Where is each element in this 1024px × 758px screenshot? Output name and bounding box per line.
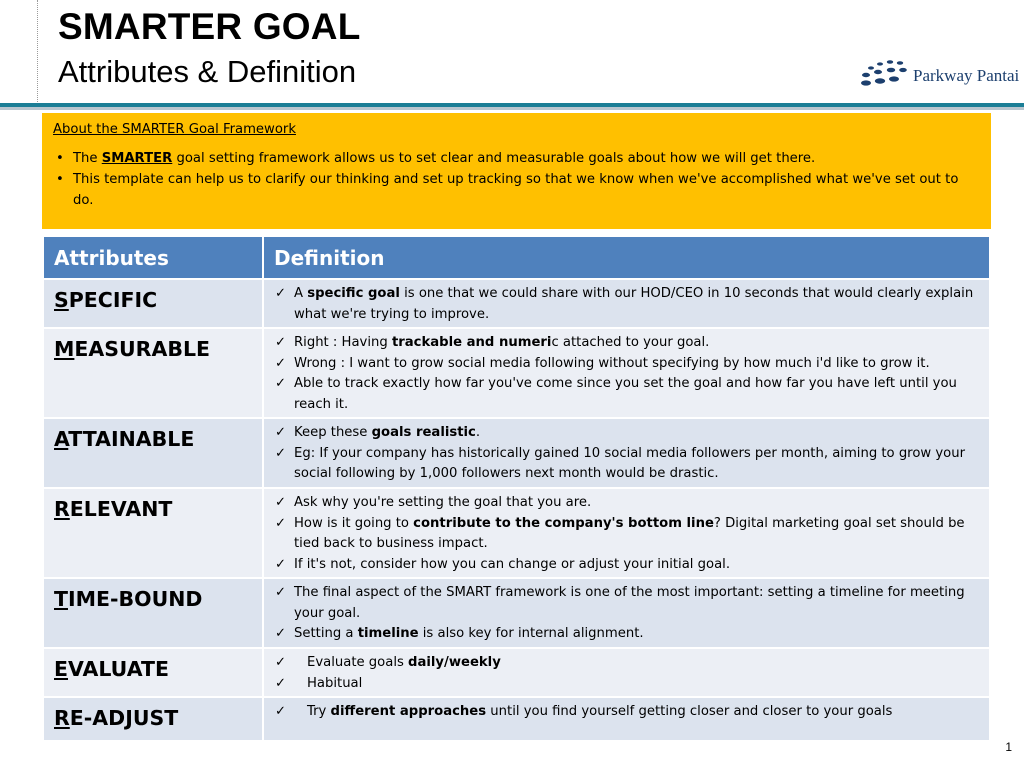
page-subtitle: Attributes & Definition bbox=[58, 54, 357, 89]
definition-item: ✓ The final aspect of the SMART framework is one of the most important: setting a timeline for meeting your goal. bbox=[294, 583, 981, 624]
about-heading: About the SMARTER Goal Framework bbox=[53, 122, 296, 137]
definition-item: ✓ Habitual bbox=[307, 674, 981, 695]
table-row-measurable bbox=[43, 328, 990, 418]
attribute-initial: M bbox=[54, 337, 75, 361]
attribute-initial: S bbox=[54, 288, 69, 312]
attribute-rest: E-ADJUST bbox=[69, 706, 179, 730]
definition-cell bbox=[263, 418, 990, 488]
about-text: This template can help us to clarify our thinking and set up tracking so that we know when we've accomplished what we've set out to do. bbox=[73, 172, 959, 208]
attribute-initial: R bbox=[54, 706, 70, 730]
attribute-rest: IME-BOUND bbox=[67, 587, 203, 611]
attribute-cell bbox=[43, 648, 263, 697]
definition-item: ✓ Eg: If your company has historically gained 10 social media followers per month, aiming to grow your social following by 1,000 followers next month would be drastic. bbox=[294, 444, 981, 485]
attribute-initial: A bbox=[54, 427, 69, 451]
smarter-table bbox=[42, 235, 991, 742]
attribute-cell bbox=[43, 328, 263, 418]
table-row-time-bound bbox=[43, 578, 990, 648]
table-row-attainable bbox=[43, 418, 990, 488]
header-attributes: Attributes bbox=[43, 236, 263, 279]
attribute-cell bbox=[43, 578, 263, 648]
definition-item: ✓ How is it going to contribute to the company's bottom line? Digital marketing goal set should be tied back to business impact. bbox=[294, 514, 981, 555]
about-list bbox=[53, 148, 981, 211]
about-box bbox=[42, 113, 991, 229]
attribute-cell bbox=[43, 279, 263, 328]
about-text: goal setting framework allows us to set clear and measurable goals about how we will get there. bbox=[172, 151, 816, 166]
definition-item: ✓ A specific goal is one that we could share with our HOD/CEO in 10 seconds that would clearly explain what we're trying to improve. bbox=[294, 284, 981, 325]
page-number: 1 bbox=[1005, 740, 1012, 754]
definition-item: ✓ Right : Having trackable and numeric attached to your goal. bbox=[294, 333, 981, 354]
table-header-row bbox=[43, 236, 990, 279]
definition-cell bbox=[263, 328, 990, 418]
definition-cell bbox=[263, 279, 990, 328]
header-rule-shadow bbox=[0, 107, 1024, 110]
definition-item: ✓ Setting a timeline is also key for internal alignment. bbox=[294, 624, 981, 645]
attribute-initial: E bbox=[54, 657, 69, 681]
table-row-evaluate bbox=[43, 648, 990, 697]
definition-item: ✓ Able to track exactly how far you've come since you set the goal and how far you have left until you reach it. bbox=[294, 374, 981, 415]
attribute-rest: TTAINABLE bbox=[68, 427, 195, 451]
definition-item: ✓ Ask why you're setting the goal that you are. bbox=[294, 493, 981, 514]
attribute-rest: VALUATE bbox=[68, 657, 169, 681]
attribute-cell bbox=[43, 418, 263, 488]
page-title: SMARTER GOAL bbox=[58, 6, 361, 47]
guide-line bbox=[37, 0, 38, 104]
definition-item: ✓ Wrong : I want to grow social media following without specifying by how much i'd like to grow it. bbox=[294, 354, 981, 375]
definition-cell bbox=[263, 578, 990, 648]
definition-cell bbox=[263, 488, 990, 578]
table-row-relevant bbox=[43, 488, 990, 578]
logo bbox=[858, 58, 1024, 90]
attribute-initial: R bbox=[54, 497, 70, 521]
about-bullet bbox=[73, 169, 981, 211]
about-bullet bbox=[73, 148, 981, 169]
definition-item: ✓ Try different approaches until you find yourself getting closer and closer to your goals bbox=[307, 702, 981, 723]
attribute-initial: T bbox=[54, 587, 68, 611]
definition-item: ✓ Evaluate goals daily/weekly bbox=[307, 653, 981, 674]
header-definition: Definition bbox=[263, 236, 990, 279]
logo-text: Parkway Pantai bbox=[913, 66, 1020, 85]
attribute-rest: EASURABLE bbox=[74, 337, 211, 361]
attribute-cell bbox=[43, 697, 263, 741]
definition-cell bbox=[263, 648, 990, 697]
table-row-specific bbox=[43, 279, 990, 328]
attribute-rest: PECIFIC bbox=[68, 288, 158, 312]
attribute-cell bbox=[43, 488, 263, 578]
table-row-re-adjust bbox=[43, 697, 990, 741]
definition-cell bbox=[263, 697, 990, 741]
definition-item: ✓ Keep these goals realistic. bbox=[294, 423, 981, 444]
about-emphasis: SMARTER bbox=[101, 151, 173, 166]
dots-logo-icon bbox=[858, 58, 910, 90]
definition-item: ✓ If it's not, consider how you can change or adjust your initial goal. bbox=[294, 555, 981, 576]
attribute-rest: ELEVANT bbox=[69, 497, 173, 521]
about-text: The bbox=[73, 151, 102, 166]
